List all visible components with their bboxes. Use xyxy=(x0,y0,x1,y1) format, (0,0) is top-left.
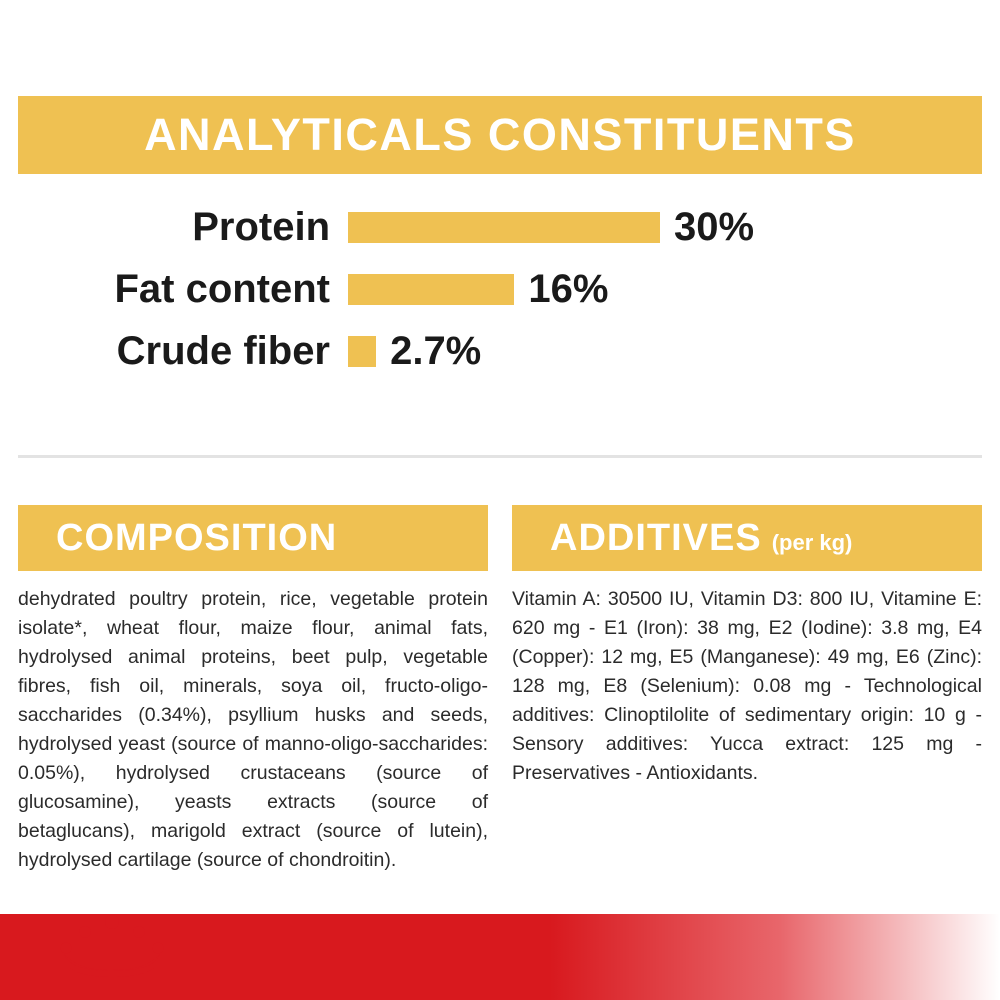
bar-label-crude-fiber: Crude fiber xyxy=(116,328,330,373)
additives-section xyxy=(512,505,982,788)
additives-header xyxy=(512,505,982,571)
composition-text: dehydrated poultry protein, rice, vegetable protein isolate*, wheat flour, maize flour, animal fats, hydrolysed animal proteins, beet pulp, vegetable fibres, fish oil, minerals, soya oil, fructo-oligo-saccharides (0.34%), psyllium husks and seeds, hydrolysed yeast (source of manno-oligo-saccharides: 0.05%), hydrolysed crustaceans (source of glucosamine), yeasts extracts (source of betaglucans), marigold extract (source of lutein), hydrolysed cartilage (source of chondroitin). xyxy=(18,588,488,871)
analyticals-bar-chart xyxy=(18,196,982,382)
bar-label-fat-content: Fat content xyxy=(114,266,330,311)
analyticals-title: ANALYTICALS CONSTITUENTS xyxy=(144,109,856,160)
bar-value-crude-fiber: 2.7% xyxy=(390,328,482,373)
composition-title: COMPOSITION xyxy=(56,516,338,559)
bar-row xyxy=(18,320,982,382)
bar-fill-protein xyxy=(348,212,660,243)
bar-track-protein xyxy=(348,196,982,258)
additives-title: ADDITIVES xyxy=(550,516,762,559)
bar-row xyxy=(18,196,982,258)
section-divider xyxy=(18,455,982,458)
additives-text: Vitamin A: 30500 IU, Vitamin D3: 800 IU, Vitamine E: 620 mg - E1 (Iron): 38 mg, E2 (Iodine): 3.8 mg, E4 (Copper): 12 mg, E5 (Manganese): 49 mg, E6 (Zinc): 128 mg, E8 (Selenium): 0.08 mg - Technological additives: Clinoptilolite of sedimentary origin: 10 g - Sensory additives: Yucca extract: 125 mg - Preservatives - Antioxidants. xyxy=(512,588,982,784)
bar-fill-crude-fiber xyxy=(348,336,376,367)
bar-fill-fat-content xyxy=(348,274,514,305)
bar-track-fat-content xyxy=(348,258,982,320)
analyticals-header xyxy=(18,96,982,174)
bar-value-fat-content: 16% xyxy=(528,266,609,311)
royal-canin-crown-logo-icon xyxy=(52,910,172,988)
bar-value-protein: 30% xyxy=(674,204,755,249)
composition-header xyxy=(18,505,488,571)
additives-subtitle: (per kg) xyxy=(771,530,853,555)
bar-label-protein: Protein xyxy=(192,204,330,249)
composition-section xyxy=(18,505,488,875)
bar-row xyxy=(18,258,982,320)
bar-track-crude-fiber xyxy=(348,320,982,382)
